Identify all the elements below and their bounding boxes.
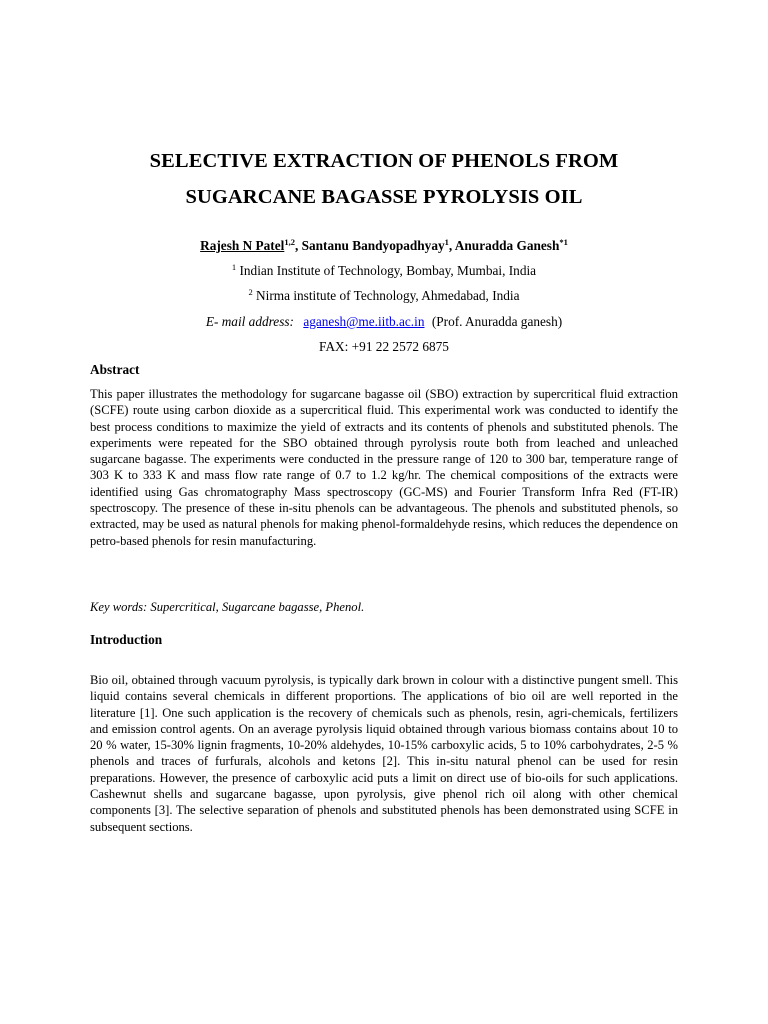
abstract-heading: Abstract <box>90 362 140 377</box>
author-name: Anuradda Ganesh <box>454 238 560 253</box>
author-separator: , <box>294 238 302 253</box>
author-name: Rajesh N Patel <box>200 238 285 253</box>
author-name: Santanu Bandyopadhyay <box>301 238 445 253</box>
fax-line: FAX: +91 22 2572 6875 <box>319 339 449 354</box>
introduction-heading: Introduction <box>90 632 163 647</box>
author-superscript: 1,2 <box>284 237 295 247</box>
introduction-text: Bio oil, obtained through vacuum pyrolysis, is typically dark brown in colour with a distinctive pungent smell. This liquid contains several chemicals in different proportions. The applications of bio oil are well reported in the literature [1]. One such application is the recovery of chemicals such as phenols, resin, agri-chemicals, fertilizers and emission control agents. On an average pyrolysis liquid obtained through various biomass contains about 10 to 20 % water, 15-30% lignin fragments, 10-20% aldehydes, 10-15% carboxylic acids, 5 to 10% carbohydrates, 2-5 % phenols and traces of furfurals, alcohols and ketons [2]. This in-situ natural phenol can be used for resin preparations. However, the presence of carboxylic acid puts a limit on direct use of bio-oils for such applications. Cashewnut shells and sugarcane bagasse, upon pyrolysis, give phenol rich oil along with other chemical components [3]. The selective separation of phenols and substituted phenols has been demonstrated using SCFE in subsequent sections. <box>90 673 678 834</box>
affiliation-text: Nirma institute of Technology, Ahmedabad, India <box>252 288 520 303</box>
email-note: (Prof. Anuradda ganesh) <box>431 314 563 329</box>
affiliation-2 <box>0 288 768 304</box>
author-separator: , <box>448 238 455 253</box>
keywords: Key words: Supercritical, Sugarcane bagasse, Phenol. <box>90 600 365 614</box>
affiliation-text: Indian Institute of Technology, Bombay, Mumbai, India <box>236 263 537 278</box>
title-line-2: SUGARCANE BAGASSE PYROLYSIS OIL <box>185 186 583 208</box>
affiliation-1 <box>0 263 768 279</box>
author-superscript: 1 <box>444 237 449 247</box>
email-line <box>0 314 768 330</box>
abstract-text: This paper illustrates the methodology for sugarcane bagasse oil (SBO) extraction by supercritical fluid extraction (SCFE) route using carbon dioxide as a supercritical fluid. This experimental work was conducted to identify the best process conditions to maximize the yield of extracts and its contents of phenols and substituted phenols. The experiments were repeated for the SBO obtained through pyrolysis route both from leached and unleached sugarcane bagasse. The experiments were conducted in the pressure range of 120 to 300 bar, temperature range of 303 K to 333 K and mass flow rate range of 0.7 to 1.2 kg/hr. The chemical compositions of the extracts were identified using Gas chromatography Mass spectroscopy (GC-MS) and Fourier Transform Infra Red (FT-IR) spectroscopy. The presence of these in-situ phenols can be advantageous. The phenols and substituted phenols, so extracted, may be used as natural phenols for making phenol-formaldehyde resins, which reduces the dependence on petro-based phenols for resin manufacturing. <box>90 387 678 548</box>
title-line-1: SELECTIVE EXTRACTION OF PHENOLS FROM <box>149 150 619 172</box>
email-link[interactable]: aganesh@me.iitb.ac.in <box>303 314 425 329</box>
author-list <box>0 238 768 254</box>
affiliation-superscript: 2 <box>248 287 253 297</box>
email-label: E- mail address: <box>205 314 294 329</box>
author-superscript: *1 <box>559 237 568 247</box>
affiliation-superscript: 1 <box>231 262 237 272</box>
